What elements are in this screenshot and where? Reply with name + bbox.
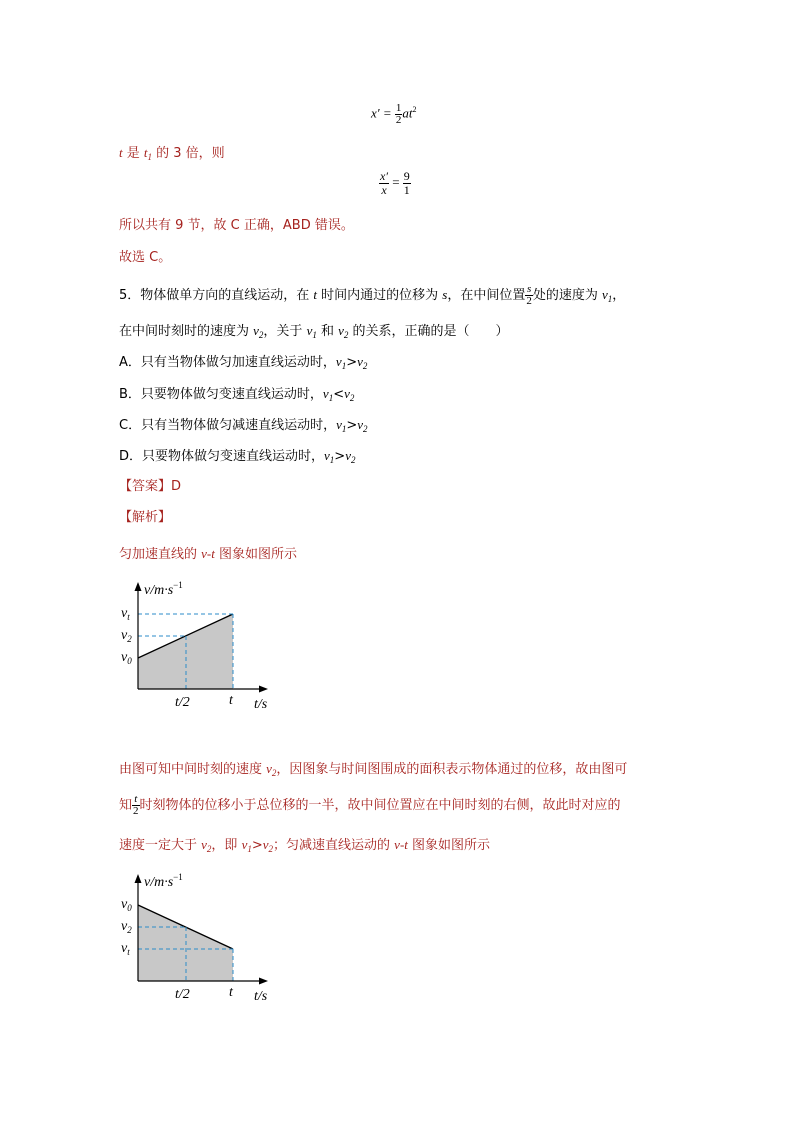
vt-intro-accelerating: 匀加速直线的 v-t 图象如图所示 (119, 546, 297, 562)
label-v2: $v_2$ (121, 919, 132, 935)
formula-lhs: x′ = (371, 105, 392, 121)
option-a: A．只有当物体做匀加速直线运动时，$v_1>v_2$ (119, 354, 368, 371)
label-vt: $v_t$ (121, 941, 130, 957)
question-line-1: 5．物体做单方向的直线运动，在 t 时间内通过的位移为 s，在中间位置 $\frac{s}{2}$ 处的速度为 $v_1$， (119, 283, 626, 307)
x-arrow (259, 686, 268, 693)
fraction-xprime-over-x: $\frac{x'}{x}$ (380, 169, 388, 197)
y-arrow (135, 582, 142, 591)
conclusion-nine-sections: 所以共有 9 节，故 C 正确，ABD 错误。 (119, 218, 354, 233)
conclusion-choose-c: 故选 C。 (119, 250, 172, 265)
formula-ratio: $\frac{x'}{x}$ = $\frac{9}{1}$ (380, 169, 410, 197)
label-vt: $v_t$ (121, 606, 130, 622)
label-t-axis: t/s (254, 989, 268, 1004)
label-t: t (229, 985, 233, 1000)
y-arrow (135, 874, 142, 883)
para-line-3: 速度一定大于 $v_2$，即 $v_1>v_2$；匀减速直线运动的 v-t 图象如图所示 (119, 837, 491, 854)
fraction-half: $\frac{1}{2}$ (395, 102, 402, 126)
para-line-2: 知 $\frac{t}{2}$ 时刻物体的位移小于总位移的一半，故中间位置应在中间时刻的右侧，故此时对应的 (119, 793, 621, 817)
label-t: t (229, 693, 233, 708)
fraction-t-over-2: $\frac{t}{2}$ (133, 793, 139, 817)
label-t-axis: t/s (254, 697, 268, 712)
y-axis-label: $v/m\cdot s^{-1}$ (144, 580, 183, 598)
line-t-three-times: t 是 $t_1$ 的 3 倍，则 (119, 145, 225, 162)
formula-displacement (371, 103, 417, 126)
option-d: D．只要物体做匀变速直线运动时，$v_1>v_2$ (119, 448, 356, 465)
x-arrow (259, 978, 268, 985)
option-b: B．只要物体做匀变速直线运动时，$v_1<v_2$ (119, 386, 355, 403)
fraction-nine-over-one: $\frac{9}{1}$ (403, 169, 410, 197)
label-v0: $v_0$ (121, 897, 132, 913)
label-t-half: t/2 (175, 695, 190, 710)
answer-label: 【答案】D (119, 479, 182, 494)
formula-sup: 2 (412, 105, 417, 115)
vt-graph-decelerating (116, 872, 296, 1007)
y-axis-label: $v/m\cdot s^{-1}$ (144, 872, 183, 890)
label-t-half: t/2 (175, 987, 190, 1002)
analysis-label: 【解析】 (119, 510, 172, 525)
vt-graph-accelerating (116, 580, 296, 715)
question-line-2: 在中间时刻时的速度为 $v_2$，关于 $v_1$ 和 $v_2$ 的关系，正确的是（ ） (119, 323, 509, 340)
label-v0: $v_0$ (121, 650, 132, 666)
para-line-1: 由图可知中间时刻的速度 $v_2$，因图象与时间图围成的面积表示物体通过的位移，故由图可 (119, 761, 628, 778)
fraction-s-over-2: $\frac{s}{2}$ (526, 283, 532, 307)
label-v2: $v_2$ (121, 628, 132, 644)
option-c: C．只有当物体做匀减速直线运动时，$v_1>v_2$ (119, 417, 368, 434)
formula-tail: at (402, 105, 413, 121)
